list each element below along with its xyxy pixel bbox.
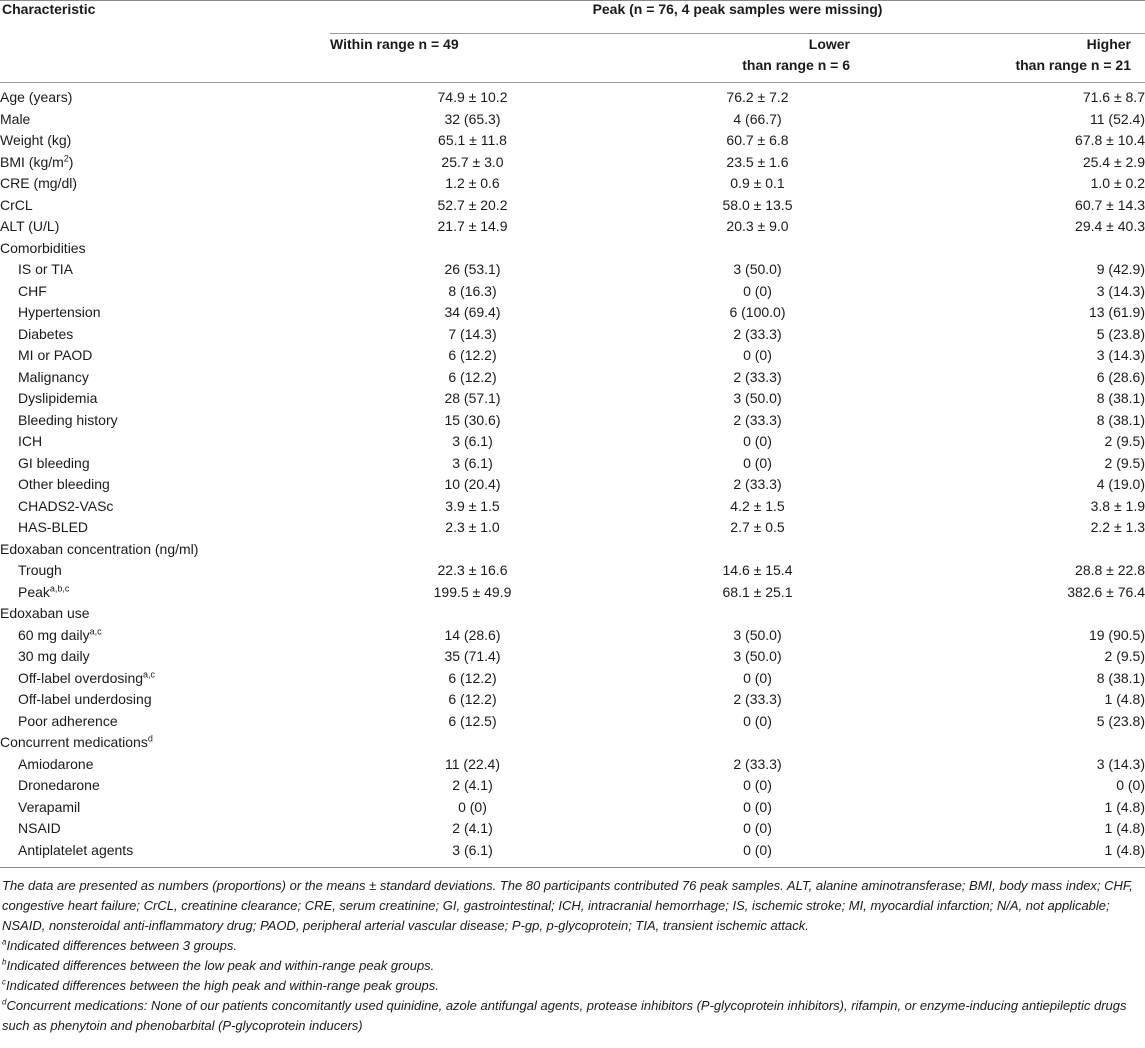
column-header-higher-than-range — [900, 34, 1145, 83]
cell-lower: 58.0 ± 13.5 — [722, 196, 793, 213]
cell-within: 199.5 ± 49.9 — [433, 583, 512, 600]
row-label: HAS-BLED — [18, 519, 89, 535]
row-label: CrCL — [0, 196, 33, 213]
table-row — [0, 711, 1145, 733]
cell-lower: 20.3 ± 9.0 — [726, 218, 789, 234]
cell-lower: 2 (33.3) — [733, 368, 782, 385]
cell-higher: 4 (19.0) — [1096, 476, 1145, 492]
row-label: Antiplatelet agents — [18, 841, 134, 858]
column-header-characteristic: Characteristic — [0, 1, 330, 34]
cell-lower — [615, 238, 900, 260]
cell-lower: 2 (33.3) — [733, 411, 782, 428]
table-row — [0, 625, 1145, 647]
table-row — [0, 281, 1145, 303]
table-row — [0, 818, 1145, 840]
table-row — [0, 797, 1145, 819]
cell-lower — [615, 539, 900, 561]
cell-higher: 19 (90.5) — [1088, 626, 1145, 643]
row-label: Bleeding history — [18, 411, 118, 428]
cell-lower: 0 (0) — [743, 712, 772, 729]
row-label: CHF — [18, 282, 47, 299]
table-row — [0, 238, 1145, 260]
cell-higher: 1 (4.8) — [1104, 820, 1145, 836]
cell-within: 11 (22.4) — [445, 755, 500, 772]
table-row — [0, 345, 1145, 367]
row-label: ICH — [18, 433, 43, 449]
cell-within: 34 (69.4) — [444, 304, 501, 320]
row-label: IS or TIA — [18, 261, 73, 277]
cell-higher: 9 (42.9) — [1096, 261, 1145, 277]
row-label: NSAID — [18, 820, 61, 836]
row-label: Dyslipidemia — [18, 390, 98, 406]
cell-within: 7 (14.3) — [448, 325, 497, 342]
cell-within — [330, 732, 615, 754]
table-row — [0, 83, 1145, 109]
cell-higher: 2.2 ± 1.3 — [1090, 519, 1145, 535]
row-label: CHADS2-VASc — [18, 497, 114, 514]
cell-higher — [900, 732, 1145, 754]
cell-lower: 3 (50.0) — [733, 626, 782, 643]
table-body — [0, 83, 1145, 868]
cell-within — [330, 603, 615, 625]
table-row — [0, 517, 1145, 539]
cell-lower: 2 (33.3) — [733, 755, 782, 772]
table-row — [0, 539, 1145, 561]
cell-higher: 1.0 ± 0.2 — [1090, 175, 1145, 191]
table-row — [0, 754, 1145, 776]
row-label: 30 mg daily — [18, 648, 90, 664]
cell-higher: 13 (61.9) — [1088, 304, 1145, 320]
row-label: Peak$^{a,b,c}$ — [18, 582, 70, 600]
cell-within: 26 (53.1) — [444, 261, 501, 277]
cell-higher: 3.8 ± 1.9 — [1090, 497, 1145, 514]
table-row — [0, 109, 1145, 131]
section-label: Concurrent medications$^d$ — [0, 733, 153, 750]
row-label: Age (years) — [0, 89, 73, 105]
table-row — [0, 732, 1145, 754]
table-row — [0, 582, 1145, 604]
table-row — [0, 560, 1145, 582]
cell-higher: 2 (9.5) — [1104, 454, 1145, 471]
row-label: Weight (kg) — [0, 132, 72, 148]
row-label: Malignancy — [18, 368, 89, 385]
column-header-within-range: Within range n = 49 — [330, 36, 459, 52]
section-label: Edoxaban use — [0, 605, 90, 621]
cell-lower: 68.1 ± 25.1 — [722, 583, 793, 600]
cell-higher — [900, 539, 1145, 561]
cell-lower: 0 (0) — [743, 347, 772, 363]
table-row — [0, 775, 1145, 797]
cell-higher: 8 (38.1) — [1096, 669, 1145, 686]
cell-within: 28 (57.1) — [444, 390, 501, 406]
cell-within — [330, 539, 615, 561]
cell-lower — [615, 603, 900, 625]
cell-within: 1.2 ± 0.6 — [445, 175, 500, 191]
cell-lower: 4.2 ± 1.5 — [730, 497, 785, 514]
table-row — [0, 453, 1145, 475]
row-label: MI or PAOD — [18, 347, 93, 363]
cell-lower: 0.9 ± 0.1 — [730, 175, 785, 191]
cell-higher: 5 (23.8) — [1096, 712, 1145, 729]
cell-higher: 8 (38.1) — [1096, 390, 1145, 406]
cell-lower: 0 (0) — [743, 433, 772, 449]
row-label: Diabetes — [18, 325, 74, 342]
row-label: 60 mg daily$^{a,c}$ — [18, 625, 102, 643]
table-row — [0, 259, 1145, 281]
column-header-lower-than-range — [615, 34, 900, 83]
cell-lower: 2 (33.3) — [733, 325, 782, 342]
table-footnotes — [2, 876, 1142, 1036]
cell-higher: 29.4 ± 40.3 — [1075, 218, 1145, 234]
table-row — [0, 474, 1145, 496]
cell-lower: 2.7 ± 0.5 — [730, 519, 785, 535]
cell-higher — [900, 238, 1145, 260]
cell-higher: 28.8 ± 22.8 — [1075, 562, 1145, 578]
cell-higher: 3 (14.3) — [1096, 755, 1145, 772]
cell-lower: 6 (100.0) — [729, 304, 786, 320]
cell-within: 3 (6.1) — [452, 433, 493, 449]
cell-lower: 4 (66.7) — [733, 110, 782, 127]
cell-higher: 8 (38.1) — [1096, 411, 1145, 428]
row-label: Verapamil — [18, 798, 81, 815]
table-row — [0, 603, 1145, 625]
cell-higher: 1 (4.8) — [1104, 691, 1145, 707]
row-label: Amiodarone — [18, 755, 94, 772]
footnote-b: $^b$Indicated differences between the low peak and within-range peak groups. — [2, 957, 435, 973]
table-row — [0, 173, 1145, 195]
cell-within: 22.3 ± 16.6 — [437, 562, 508, 578]
cell-lower: 23.5 ± 1.6 — [726, 153, 789, 170]
cell-within: 32 (65.3) — [444, 110, 501, 127]
header-line: than range n = 21 — [1015, 57, 1131, 73]
cell-within: 6 (12.2) — [448, 368, 497, 385]
cell-higher: 71.6 ± 8.7 — [1082, 89, 1145, 105]
table-row — [0, 689, 1145, 711]
cell-within: 3 (6.1) — [452, 454, 493, 471]
cell-higher: 25.4 ± 2.9 — [1082, 153, 1145, 170]
cell-within — [330, 238, 615, 260]
cell-within: 21.7 ± 14.9 — [437, 218, 508, 234]
cell-lower: 0 (0) — [743, 777, 772, 793]
cell-lower: 2 (33.3) — [733, 691, 782, 707]
row-label: Poor adherence — [18, 712, 118, 729]
table-row — [0, 302, 1145, 324]
footnote-d: $^d$Concurrent medications: None of our patients concomitantly used quinidine, azole antifungal agents, protease inhibitors (P-glycoprotein inhibitors), rifampin, or enzyme-inducing antiepileptic drugs such as phenytoin and phenobarbital (P-glycoprotein inducers) — [2, 997, 1127, 1033]
cell-higher: 6 (28.6) — [1096, 368, 1145, 385]
cell-within: 8 (16.3) — [448, 282, 497, 299]
cell-within: 10 (20.4) — [444, 476, 501, 492]
cell-higher: 382.6 ± 76.4 — [1067, 583, 1145, 600]
section-label: Comorbidities — [0, 239, 86, 256]
row-label: Trough — [18, 562, 62, 578]
cell-lower: 3 (50.0) — [733, 390, 782, 406]
table-row — [0, 431, 1145, 453]
cell-within: 52.7 ± 20.2 — [437, 196, 508, 213]
row-label: Dronedarone — [18, 777, 100, 793]
cell-within: 65.1 ± 11.8 — [438, 132, 507, 148]
cell-lower: 0 (0) — [743, 669, 772, 686]
cell-lower: 2 (33.3) — [733, 476, 782, 492]
cell-within: 6 (12.2) — [448, 669, 497, 686]
cell-lower: 0 (0) — [743, 820, 772, 836]
table-row — [0, 195, 1145, 217]
cell-higher: 67.8 ± 10.4 — [1075, 132, 1145, 148]
table-row — [0, 840, 1145, 862]
cell-within: 6 (12.2) — [448, 691, 497, 707]
cell-higher: 5 (23.8) — [1096, 325, 1145, 342]
cell-higher: 11 (52.4) — [1090, 110, 1145, 127]
cell-within: 6 (12.2) — [448, 347, 497, 363]
header-line: Higher — [1086, 36, 1131, 52]
table-row — [0, 410, 1145, 432]
cell-lower: 14.6 ± 15.4 — [722, 562, 793, 578]
cell-within: 2.3 ± 1.0 — [445, 519, 500, 535]
cell-lower: 3 (50.0) — [733, 648, 782, 664]
row-label: ALT (U/L) — [0, 218, 60, 234]
cell-lower: 0 (0) — [743, 841, 772, 858]
cell-lower: 60.7 ± 6.8 — [726, 132, 789, 148]
footnote-main: The data are presented as numbers (proportions) or the means ± standard deviations. The 80 participants contributed 76 peak samples. ALT, alanine aminotransferase; BMI, body mass index; CHF, congestive heart failure; CrCL, creatinine clearance; CRE, serum creatinine; GI, gastrointestinal; ICH, intracranial hemorrhage; IS, ischemic stroke; MI, myocardial infarction; N/A, not applicable; NSAID, nonsteroidal anti-inflammatory drug; PAOD, peripheral arterial vascular disease; P-gp, p-glycoprotein; TIA, transient ischemic attack. — [2, 878, 1133, 933]
cell-higher: 1 (4.8) — [1104, 798, 1145, 815]
table-row — [0, 496, 1145, 518]
table-row — [0, 152, 1145, 174]
cell-within: 14 (28.6) — [444, 626, 501, 643]
table-row — [0, 216, 1145, 238]
cell-higher: 0 (0) — [1116, 777, 1145, 793]
cell-within: 3.9 ± 1.5 — [445, 497, 500, 514]
cell-within: 25.7 ± 3.0 — [441, 153, 504, 170]
cell-lower: 3 (50.0) — [733, 261, 782, 277]
cell-higher: 2 (9.5) — [1104, 433, 1145, 449]
table-row — [0, 130, 1145, 152]
table-row — [0, 324, 1145, 346]
cell-within: 74.9 ± 10.2 — [437, 89, 508, 105]
cell-lower: 76.2 ± 7.2 — [726, 89, 789, 105]
cell-higher — [900, 603, 1145, 625]
cell-within: 6 (12.5) — [448, 712, 497, 729]
row-label: Off-label underdosing — [18, 691, 152, 707]
cell-within: 2 (4.1) — [452, 777, 493, 793]
column-group-header-peak: Peak (n = 76, 4 peak samples were missing) — [330, 1, 1145, 34]
row-label: Off-label overdosing$^{a,c}$ — [18, 668, 156, 686]
table-row — [0, 646, 1145, 668]
row-label: BMI $(kg/m^2)$ — [0, 152, 74, 170]
header-line: than range n = 6 — [742, 57, 850, 73]
cell-lower — [615, 732, 900, 754]
row-label: Hypertension — [18, 304, 101, 320]
footnote-a: $^a$Indicated differences between 3 groups. — [2, 937, 237, 953]
cell-lower: 0 (0) — [743, 798, 772, 815]
cell-higher: 3 (14.3) — [1096, 282, 1145, 299]
cell-within: 2 (4.1) — [452, 820, 493, 836]
header-line: Lower — [808, 36, 850, 52]
row-label: GI bleeding — [18, 454, 90, 471]
cell-within: 15 (30.6) — [444, 411, 501, 428]
cell-higher: 60.7 ± 14.3 — [1075, 196, 1145, 213]
row-label: CRE (mg/dl) — [0, 175, 78, 191]
cell-within: 0 (0) — [458, 798, 487, 815]
cell-within: 3 (6.1) — [452, 841, 493, 858]
cell-higher: 3 (14.3) — [1096, 347, 1145, 363]
cell-higher: 1 (4.8) — [1104, 841, 1145, 858]
row-label: Other bleeding — [18, 476, 110, 492]
table-row — [0, 388, 1145, 410]
cell-lower: 0 (0) — [743, 282, 772, 299]
cell-higher: 2 (9.5) — [1104, 648, 1145, 664]
cell-lower: 0 (0) — [743, 454, 772, 471]
row-label: Male — [0, 110, 31, 127]
footnote-c: $^c$Indicated differences between the high peak and within-range peak groups. — [2, 977, 439, 993]
cell-within: 35 (71.4) — [444, 648, 501, 664]
table-row — [0, 367, 1145, 389]
section-label: Edoxaban concentration (ng/ml) — [0, 540, 199, 557]
table-row — [0, 668, 1145, 690]
